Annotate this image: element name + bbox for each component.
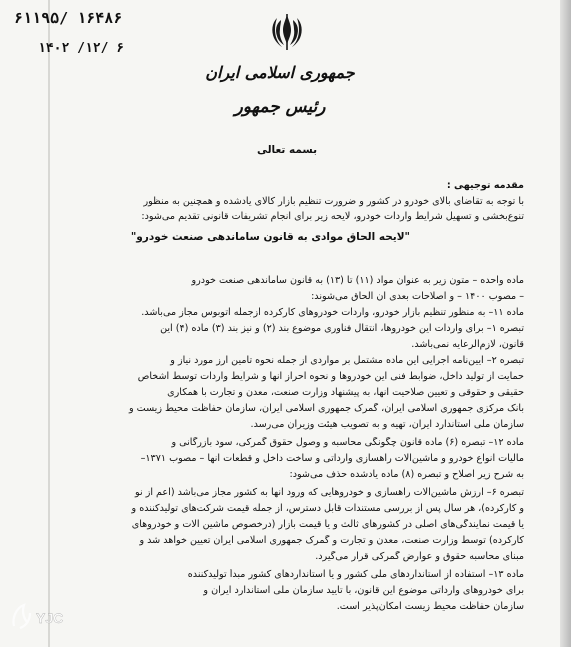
body-line: به شرح زیر اصلاح و تبصره (۸) ماده یادشده حذف می‌شود:	[289, 469, 524, 480]
intro-heading: مقدمه توجیهی :	[446, 180, 524, 191]
body-line: حقیقی و حقوقی و تعیین صلاحیت آنها، به پیشنهاد وزارت صنعت، معدن و تجارت با همکاری	[167, 387, 524, 398]
reference-number: ۶۱۱۹۵/ ۱۶۴۸۶	[14, 9, 123, 27]
body-line: برای خودروهای وارداتی موضوع این قانون، با تأیید سازمان ملی استاندارد ایران و	[203, 585, 524, 596]
page-edge-shadow	[560, 0, 571, 647]
body-line: سازمان حفاظت محیط زیست امکان‌پذیر است.	[336, 601, 524, 612]
watermark-text: YJC	[36, 610, 64, 626]
bismillah-heading: بسمه تعالی	[256, 144, 318, 156]
body-line: مالیات انواع خودرو و ماشین‌آلات راهسازی وارداتی و ساخت داخل و قطعات آنها – مصوب ۱۳۷۱–	[140, 453, 524, 464]
watermark-logo-icon	[8, 596, 78, 636]
body-line: تبصره ۶– ارزش ماشین‌آلات راهسازی و خودروهایی که ورود آنها به کشور مجاز می‌باشد (اعم از نو	[135, 487, 524, 498]
body-line: قانون، لازم‌الرعایه نمی‌باشد.	[411, 339, 524, 350]
body-line: و کارکرده)، هر سال پس از بررسی مستندات قابل دسترس، از جمله قیمت شرکت‌های تولیدکننده و	[131, 503, 524, 514]
intro-line: با توجه به تقاضای بالای خودرو در کشور و ضرورت تنظیم بازار کالای یادشده و همچنین به منظور	[143, 196, 524, 207]
body-line: سازمان ملی استاندارد ایران، تهیه و به تصویب هیئت وزیران می‌رسد.	[250, 419, 524, 430]
intro-line: تنوع‌بخشی و تسهیل شرایط واردات خودرو، لایحه زیر برای انجام تشریفات قانونی تقدیم می‌شود:	[141, 211, 524, 222]
body-line: تبصره ۲– آیین‌نامه اجرایی این ماده مشتمل بر مواردی از جمله نحوه تأمین ارز مورد نیاز و	[170, 355, 524, 366]
bill-title: "لایحه الحاق موادی به قانون ساماندهی صنعت خودرو"	[130, 231, 410, 243]
body-line: ماده ۱۳– استفاده از استانداردهای ملی کشور و یا استانداردهای کشور مبدأ تولیدکننده	[187, 569, 524, 580]
header-president: رئیس جمهور	[234, 97, 326, 117]
body-line: ماده ۱۱– به منظور تنظیم بازار خودرو، واردات خودروهای کارکرده ازجمله اتوبوس مجاز می‌باشد.	[141, 307, 524, 318]
body-line: بانک مرکزی جمهوری اسلامی ایران، گمرک جمهوری اسلامی ایران، سازمان حفاظت محیط زیست و	[129, 403, 524, 414]
body-line: کارکرده) توسط وزارت صنعت، معدن و تجارت و گمرک جمهوری اسلامی ایران تعیین خواهد شد و	[139, 535, 524, 546]
body-line: حمایت از تولید داخل، ضوابط فنی این خودروها و نحوه احراز آنها و شرایط واردات توسط اشخاص	[137, 371, 524, 382]
body-line: – مصوب ۱۴۰۰ – و اصلاحات بعدی آن الحاق می‌شوند:	[311, 291, 524, 302]
body-line: ماده ۱۲– تبصره (۶) ماده قانون چگونگی محاسبه و وصول حقوق گمرکی، سود بازرگانی و	[171, 437, 524, 448]
body-line: ماده واحده – متون زیر به عنوان مواد (۱۱) تا (۱۳) به قانون ساماندهی صنعت خودرو	[191, 275, 524, 286]
body-line: یا قیمت نمایندگی‌های اصلی در کشورهای ثالث و یا قیمت بازار (درخصوص ماشین آلات و خودروهای	[131, 519, 524, 530]
body-line: مبنای محاسبه حقوق و عوارض گمرکی قرار می‌گیرد.	[315, 551, 524, 562]
iran-emblem-icon	[270, 12, 304, 52]
page-margin-line	[48, 0, 50, 647]
reference-date: ۱۴۰۲ /۱۲/ ۶	[38, 41, 125, 56]
header-republic: جمهوری اسلامی ایران	[205, 63, 355, 82]
body-line: تبصره ۱– برای واردات این خودروها، انتقال فناوری موضوع بند (۲) و نیز بند (۳) ماده (۴) این	[160, 323, 524, 334]
